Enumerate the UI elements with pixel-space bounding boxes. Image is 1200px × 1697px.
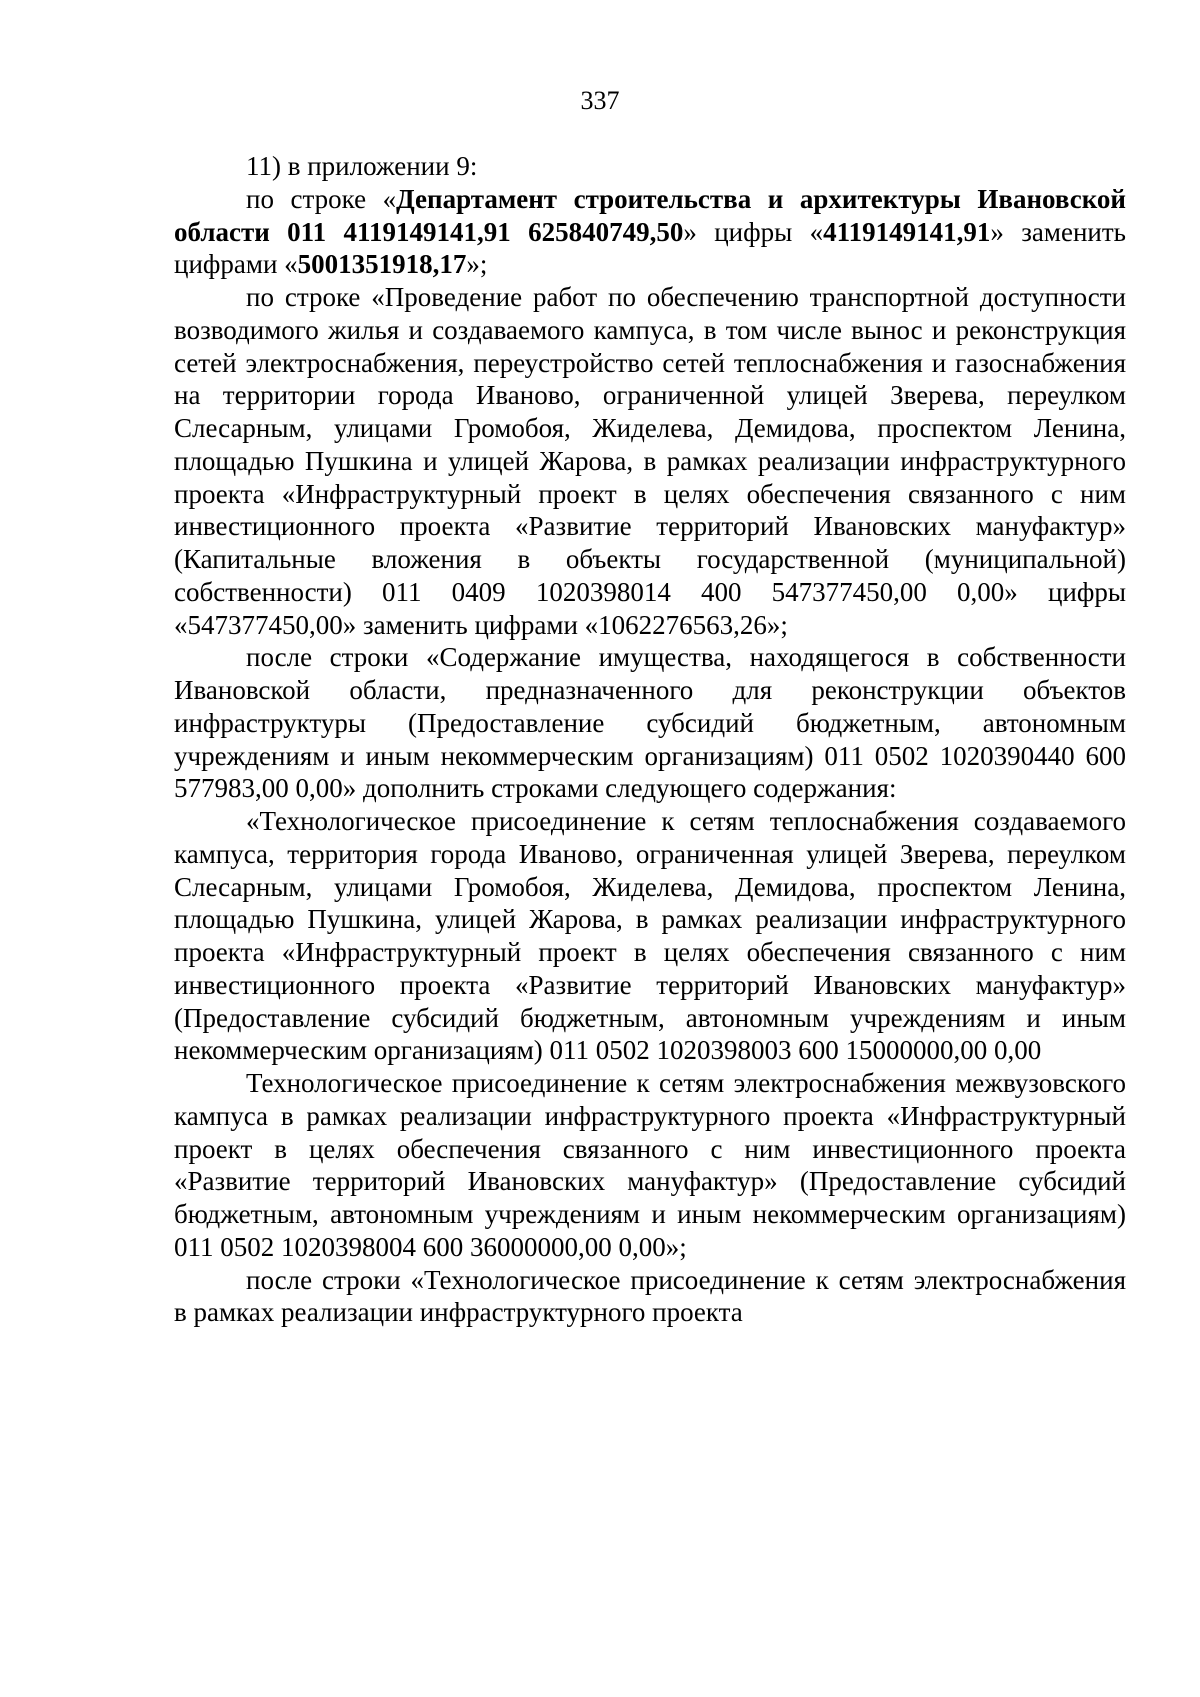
paragraph-transport-access: по строке «Проведение работ по обеспечению транспортной доступности возводимого жилья и создаваемого кампуса, в том числе вынос и реконструкция сетей электроснабжения, переустройство сетей теплоснабжения и газоснабжения на территории города Иваново, ограниченной улицей Зверева, переулком Слесарным, улицами Громобоя, Жиделева, Демидова, проспектом Ленина, площадью Пушкина и улицей Жарова, в рамках реализации инфраструктурного проекта «Инфраструктурный проект в целях обеспечения связанного с ним инвестиционного проекта «Развитие территорий Ивановских мануфактур» (Капитальные вложения в объекты государственной (муниципальной) собственности) 011 0409 1020398014 400 547377450,00 0,00» цифры «547377450,00» заменить цифрами «1062276563,26»; (174, 282, 1126, 640)
bold-old-amount: 4119149141,91 (823, 216, 991, 247)
bold-department-row: Департамент строительства и архитектуры Ивановской области 011 4119149141,91 625840749,50 (174, 183, 1126, 247)
text-segment: по строке « (246, 183, 397, 214)
paragraph-power-connection: Технологическое присоединение к сетям электроснабжения межвузовского кампуса в рамках реализации инфраструктурного проекта «Инфраструктурный проект в целях обеспечения связанного с ним инвестиционного проекта «Развитие территорий Ивановских мануфактур» (Предоставление субсидий бюджетным, автономным учреждениям и иным некоммерческим организациям) 011 0502 1020398004 600 36000000,00 0,00»; (174, 1068, 1126, 1262)
page-number: 337 (580, 86, 620, 115)
paragraph-appendix-heading: 11) в приложении 9: (246, 151, 478, 181)
bold-new-amount: 5001351918,17 (297, 249, 467, 280)
document-body (174, 150, 1126, 1329)
paragraph-after-line: после строки «Технологическое присоединение к сетям электроснабжения в рамках реализации инфраструктурного проекта (174, 1264, 1126, 1328)
text-segment: » заменить цифрами « (174, 216, 1126, 280)
paragraph-department-line (174, 183, 1126, 281)
text-segment: »; (466, 249, 488, 280)
paragraph-property-maintenance: после строки «Содержание имущества, находящегося в собственности Ивановской области, предназначенного для реконструкции объектов инфраструктуры (Предоставление субсидий бюджетным, автономным учреждениям и иным некоммерческим организациям) 011 0502 1020390440 600 577983,00 0,00» дополнить строками следующего содержания: (174, 642, 1126, 804)
text-segment: » цифры « (683, 216, 824, 247)
paragraph-heat-connection: «Технологическое присоединение к сетям теплоснабжения создаваемого кампуса, территория города Иваново, ограниченная улицей Зверева, переулком Слесарным, улицами Громобоя, Жиделева, Демидова, проспектом Ленина, площадью Пушкина, улицей Жарова, в рамках реализации инфраструктурного проекта «Инфраструктурный проект в целях обеспечения связанного с ним инвестиционного проекта «Развитие территорий Ивановских мануфактур» (Предоставление субсидий бюджетным, автономным учреждениям и иным некоммерческим организациям) 011 0502 1020398003 600 15000000,00 0,00 (174, 806, 1126, 1066)
